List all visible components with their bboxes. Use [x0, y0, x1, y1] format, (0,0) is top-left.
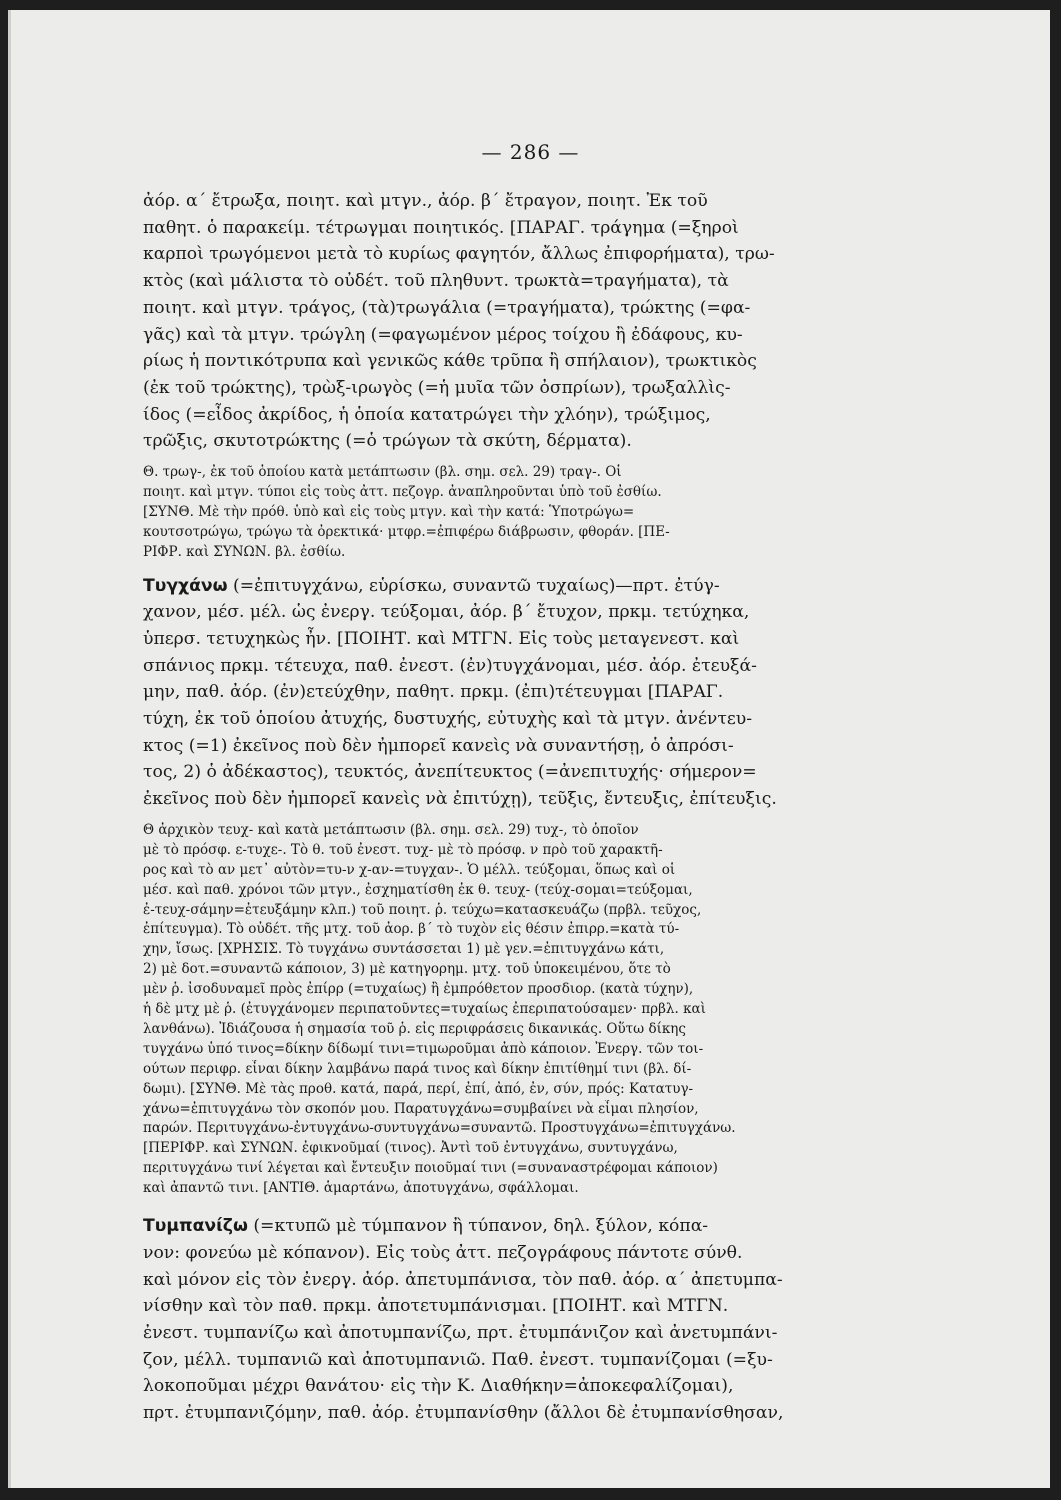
text-line: νον: φονεύω μὲ κόπανον). Εἰς τοὺς ἀττ. πεζογράφους πάντοτε σύνθ.	[143, 1242, 743, 1263]
note-line: Θ ἀρχικὸν τευχ- καὶ κατὰ μετάπτωσιν (βλ. σημ. σελ. 29) τυχ-, τὸ ὁποῖον	[143, 821, 639, 838]
text-line: μην, παθ. ἀόρ. (ἐν)ετεύχθην, παθητ. πρκμ. (ἐπι)τέτευγμαι [ΠΑΡΑΓ.	[143, 682, 724, 703]
text-line	[143, 573, 961, 600]
entry-tygchano	[143, 573, 961, 813]
entry-trogo-continuation	[143, 188, 961, 455]
text-line: χανον, μέσ. μέλ. ὡς ἐνεργ. τεύξομαι, ἀόρ. β΄ ἔτυχον, πρκμ. τετύχηκα,	[143, 602, 750, 623]
note-line: ρος καὶ τὸ αν μετ᾽ αὐτὸν=τυ-ν χ-αν-=τυγχαν-. Ὁ μέλλ. τεύξομαι, ὅπως καὶ οἱ	[143, 861, 676, 878]
text-line: πρτ. ἐτυμπανιζόμην, παθ. ἀόρ. ἐτυμπανίσθην (ἄλλοι δὲ ἐτυμπανίσθησαν,	[143, 1403, 784, 1424]
text-line: ἐνεστ. τυμπανίζω καὶ ἀποτυμπανίζω, πρτ. ἐτυμπάνιζον καὶ ἀνετυμπάνι-	[143, 1322, 778, 1343]
text-line: καὶ μόνον εἰς τὸν ἐνεργ. ἀόρ. ἀπετυμπάνισα, τὸν παθ. ἀόρ. α΄ ἀπετυμπα-	[143, 1269, 783, 1290]
text-line: τος, 2) ὁ ἀδέκαστος), τευκτός, ἀνεπίτευκτος (=ἀνεπιτυχής· σήμερον=	[143, 762, 757, 783]
text-line: τρῶξις, σκυτοτρώκτης (=ὁ τρώγων τὰ σκύτη, δέρματα).	[143, 431, 632, 452]
note-line: [ΠΕΡΙΦΡ. καὶ ΣΥΝΩΝ. ἐφικνοῦμαί (τινος). Ἀντὶ τοῦ ἐντυγχάνω, συντυγχάνω,	[143, 1140, 678, 1157]
notes-tygchano	[143, 821, 961, 1199]
note-line: χάνω=ἐπιτυγχάνω τὸν σκοπόν μου. Παρατυγχάνω=συμβαίνει νὰ εἶμαι πλησίον,	[143, 1100, 699, 1117]
note-line: ἐ-τευχ-σάμην=ἐτευξάμην κλπ.) τοῦ ποιητ. ῥ. τεύχω=κατασκευάζω (πρβλ. τεῦχος,	[143, 901, 702, 918]
dictionary-text	[143, 188, 961, 1427]
note-line: ἡ δὲ μτχ μὲ ῥ. (ἐτυγχάνομεν περιπατοῦντες=τυχαίως ἐπεριπατούσαμεν· πρβλ. καὶ	[143, 1001, 706, 1018]
note-line: [ΣΥΝΘ. Μὲ τὴν πρόθ. ὑπὸ καὶ εἰς τοὺς μτγν. καὶ τὴν κατά: Ὑποτρώγω=	[143, 503, 635, 520]
page-number: — 286 —	[481, 140, 580, 164]
text-line: λοκοποῦμαι μέχρι θανάτου· εἰς τὴν Κ. Διαθήκην=ἀποκεφαλίζομαι),	[143, 1376, 734, 1397]
text-line: κτὸς (καὶ μάλιστα τὸ οὐδέτ. τοῦ πληθυντ. τρωκτὰ=τραγήματα), τὰ	[143, 271, 729, 292]
text-line: ρίως ἡ ποντικότρυπα καὶ γενικῶς κάθε τρῦπα ἢ σπήλαιον), τρωκτικὸς	[143, 351, 757, 372]
note-line: μὲ τὸ πρόσφ. ε-τυχε-. Τὸ θ. τοῦ ἐνεστ. τυχ- μὲ τὸ πρόσφ. ν πρὸ τοῦ χαρακτῆ-	[143, 841, 663, 858]
note-line: 2) μὲ δοτ.=συναντῶ κάποιον, 3) μὲ κατηγορημ. μτχ. τοῦ ὑποκειμένου, ὅτε τὸ	[143, 961, 671, 978]
note-line: ΡΙΦΡ. καὶ ΣΥΝΩΝ. βλ. ἐσθίω.	[143, 543, 346, 560]
note-line: λανθάνω). Ἰδιάζουσα ἡ σημασία τοῦ ῥ. εἰς περιφράσεις δικανικάς. Οὕτω δίκης	[143, 1020, 686, 1037]
note-line: ούτων περιφρ. εἶναι δίκην λαμβάνω παρά τινος καὶ δίκην ἐπιτίθημί τινι (βλ. δί-	[143, 1060, 692, 1077]
note-line: κουτσοτρώγω, τρώγω τὰ ὀρεκτικά· μτφρ.=ἐπιφέρω διάβρωσιν, φθοράν. [ΠΕ-	[143, 523, 670, 540]
note-line: χην, ἴσως. [ΧΡΗΣΙΣ. Τὸ τυγχάνω συντάσσεται 1) μὲ γεν.=ἐπιτυγχάνω κάτι,	[143, 941, 665, 958]
note-line: δωμι). [ΣΥΝΘ. Μὲ τὰς προθ. κατά, παρά, περί, ἐπί, ἀπό, ἐν, σύν, πρός: Κατατυγ-	[143, 1080, 694, 1097]
text-line: παθητ. ὁ παρακείμ. τέτρωγμαι ποιητικός. [ΠΑΡΑΓ. τράγημα (=ξηροὶ	[143, 217, 739, 238]
note-line: καὶ ἀπαντῶ τινι. [ΑΝΤΙΘ. ἁμαρτάνω, ἀποτυγχάνω, σφάλλομαι.	[143, 1180, 579, 1197]
headword: Τυμπανίζω	[143, 1216, 248, 1237]
note-line: μέσ. καὶ παθ. χρόνοι τῶν μτγν., ἐσχηματίσθη ἐκ θ. τευχ- (τεύχ-σομαι=τεύξομαι,	[143, 881, 693, 898]
page	[8, 10, 1050, 1488]
note-line: ποιητ. καὶ μτγν. τύποι εἰς τοὺς ἀττ. πεζογρ. ἀναπληροῦνται ὑπὸ τοῦ ἐσθίω.	[143, 483, 662, 500]
note-line: παρών. Περιτυγχάνω-ἐντυγχάνω-συντυγχάνω=συναντῶ. Προστυγχάνω=ἐπιτυγχάνω.	[143, 1120, 736, 1137]
text-line: καρποὶ τρωγόμενοι μετὰ τὸ κυρίως φαγητόν, ἄλλως ἐπιφορήματα), τρω-	[143, 244, 775, 265]
headword: Τυγχάνω	[143, 575, 228, 596]
text-line: ποιητ. καὶ μτγν. τράγος, (τὰ)τρωγάλια (=τραγήματα), τρώκτης (=φα-	[143, 297, 751, 318]
text-line: (ἐκ τοῦ τρώκτης), τρὼξ-ιρωγὸς (=ἡ μυῖα τῶν ὀσπρίων), τρωξαλλὶς-	[143, 377, 731, 398]
note-line: τυγχάνω ὑπό τινος=δίκην δίδωμί τινι=τιμωροῦμαι ἀπὸ κάποιον. Ἐνεργ. τῶν τοι-	[143, 1040, 704, 1057]
text-line: ὑπερσ. τετυχηκὼς ἦν. [ΠΟΙΗΤ. καὶ ΜΤΓΝ. Εἰς τοὺς μεταγενεστ. καὶ	[143, 628, 740, 649]
text-line: νίσθην καὶ τὸν παθ. πρκμ. ἀποτετυμπάνισμαι. [ΠΟΙΗΤ. καὶ ΜΤΓΝ.	[143, 1296, 729, 1317]
text-line	[143, 1213, 961, 1240]
note-line: ἐπίτευγμα). Τὸ οὐδέτ. τῆς μτχ. τοῦ ἀορ. β΄ τὸ τυχὸν εἰς θέσιν ἐπιρρ.=κατὰ τύ-	[143, 921, 680, 938]
text-line: ἀόρ. α΄ ἔτρωξα, ποιητ. καὶ μτγν., ἀόρ. β΄ ἔτραγον, ποιητ. Ἐκ τοῦ	[143, 191, 708, 211]
text-line: ἐκεῖνος ποὺ δὲν ἠμπορεῖ κανεὶς νὰ ἐπιτύχῃ), τεῦξις, ἔντευξις, ἐπίτευξις.	[143, 789, 777, 810]
note-line: περιτυγχάνω τινί λέγεται καὶ ἔντευξιν ποιοῦμαί τινι (=συναναστρέφομαι κάποιον)	[143, 1160, 718, 1177]
headword-definition: (=κτυπῶ μὲ τύμπανον ἢ τύπανον, δηλ. ξύλον, κόπα-	[247, 1216, 709, 1237]
text-line: γᾶς) καὶ τὰ μτγν. τρώγλη (=φαγωμένον μέρος τοίχου ἢ ἐδάφους, κυ-	[143, 324, 743, 345]
text-line: ζον, μέλλ. τυμπανιῶ καὶ ἀποτυμπανιῶ. Παθ. ἐνεστ. τυμπανίζομαι (=ξυ-	[143, 1349, 773, 1370]
text-line: ίδος (=εἶδος ἀκρίδος, ἡ ὁποία κατατρώγει τὴν χλόην), τρώξιμος,	[143, 404, 711, 425]
headword-definition: (=ἐπιτυγχάνω, εὑρίσκω, συναντῶ τυχαίως)—πρτ. ἐτύγ-	[227, 575, 720, 596]
note-line: μὲν ῥ. ἰσοδυναμεῖ πρὸς ἐπίρρ (=τυχαίως) ἢ ἐμπρόθετον προσδιορ. (κατὰ τύχην),	[143, 981, 694, 998]
entry-tympanizo	[143, 1213, 961, 1427]
text-line: σπάνιος πρκμ. τέτευχα, παθ. ἐνεστ. (ἐν)τυγχάνομαι, μέσ. ἀόρ. ἐτευξά-	[143, 655, 757, 676]
text-line: κτος (=1) ἐκεῖνος ποὺ δὲν ἠμπορεῖ κανεὶς νὰ συναντήσῃ, ὁ ἀπρόσι-	[143, 735, 734, 756]
text-line: τύχη, ἐκ τοῦ ὁποίου ἀτυχής, δυστυχής, εὐτυχὴς καὶ τὰ μτγν. ἀνέντευ-	[143, 709, 753, 730]
note-line: Θ. τρωγ-, ἐκ τοῦ ὁποίου κατὰ μετάπτωσιν (βλ. σημ. σελ. 29) τραγ-. Οἱ	[143, 464, 622, 481]
notes-trogo	[143, 463, 961, 563]
